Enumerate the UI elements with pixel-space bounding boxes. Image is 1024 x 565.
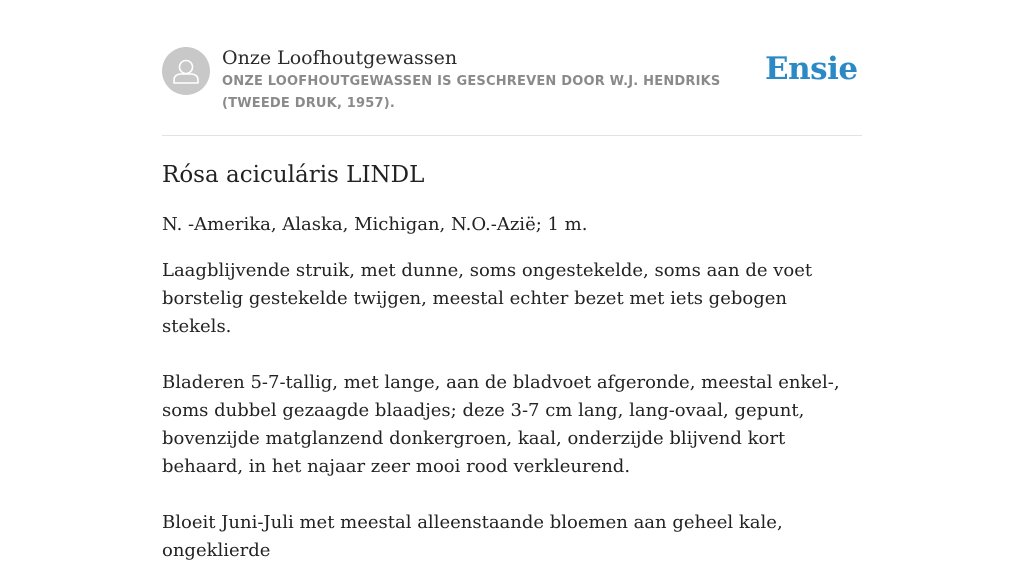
entry-paragraph: N. -Amerika, Alaska, Michigan, N.O.-Azië; 1 m. <box>162 214 588 235</box>
entry-title: Rósa aciculáris LINDL <box>162 162 425 188</box>
avatar <box>162 47 210 95</box>
brand-logo[interactable]: Ensie <box>765 51 858 87</box>
divider <box>162 135 862 136</box>
source-description: ONZE LOOFHOUTGEWASSEN IS GESCHREVEN DOOR W.J. HENDRIKS (TWEEDE DRUK, 1957). <box>222 74 721 111</box>
entry-paragraph: Laagblijvende struik, met dunne, soms ongestekelde, soms aan de voet borstelig gestekelde twijgen, meestal echter bezet met iets gebogen stekels. <box>162 260 813 337</box>
entry-paragraph: Bloeit Juni-Juli met meestal alleenstaande bloemen aan geheel kale, ongeklierde <box>162 512 783 561</box>
entry-paragraph: Bladeren 5-7-tallig, met lange, aan de bladvoet afgeronde, meestal enkel-, soms dubbel gezaagde blaadjes; deze 3-7 cm lang, lang-ovaal, gepunt, bovenzijde matglanzend donkergroen, kaal, onderzijde blijvend kort behaard, in het najaar zeer mooi rood verkleurend. <box>162 372 840 477</box>
user-icon <box>162 47 210 95</box>
source-title[interactable]: Onze Loofhoutgewassen <box>222 47 458 69</box>
article <box>162 158 862 565</box>
